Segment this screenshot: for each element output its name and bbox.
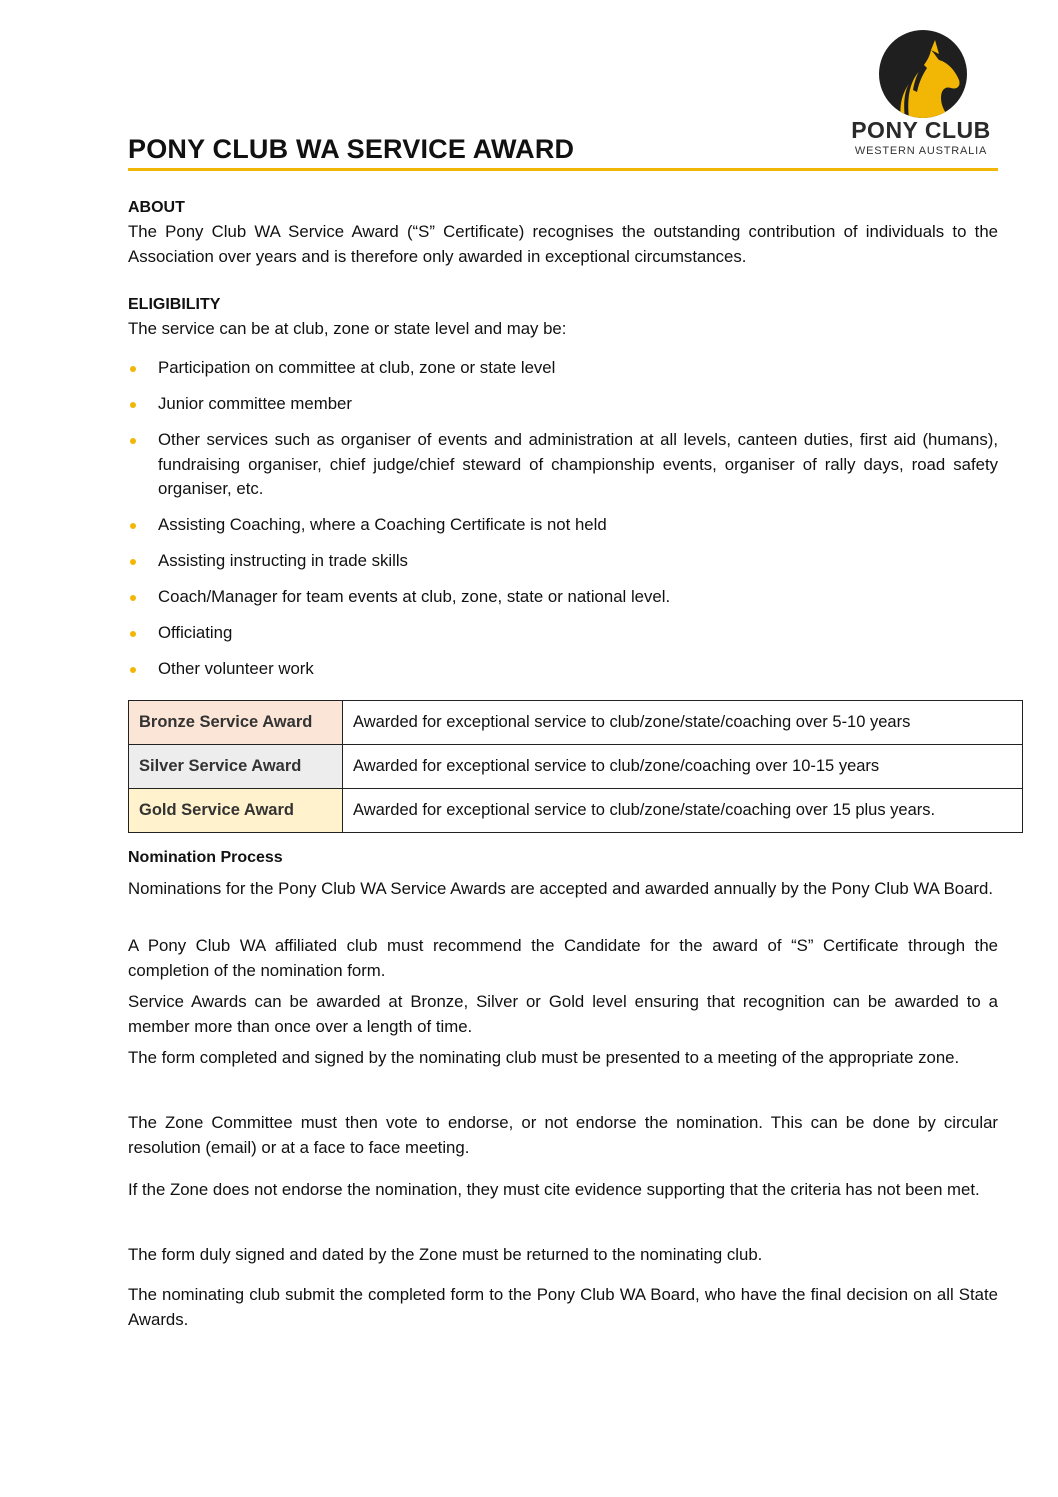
list-item-text: Assisting Coaching, where a Coaching Certificate is not held	[158, 515, 607, 534]
nomination-paragraph: The Zone Committee must then vote to endorse, or not endorse the nomination. This can be done by circular resolution (email) or at a face to face meeting.	[128, 1113, 998, 1157]
list-item	[128, 356, 998, 381]
bullet-icon	[130, 523, 136, 529]
logo-subtext: WESTERN AUSTRALIA	[854, 145, 988, 157]
list-item	[128, 513, 998, 538]
nomination-paragraph: Nominations for the Pony Club WA Service Awards are accepted and awarded annually by the Pony Club WA Board.	[128, 879, 994, 898]
list-item-text: Other volunteer work	[158, 659, 314, 678]
bullet-icon	[130, 595, 136, 601]
award-name: Silver Service Award	[129, 745, 343, 789]
nomination-paragraph: Service Awards can be awarded at Bronze, Silver or Gold level ensuring that recognition can be awarded to a member more than once over a length of time.	[128, 992, 998, 1036]
award-description: Awarded for exceptional service to club/zone/coaching over 10-15 years	[343, 745, 1023, 789]
list-item-text: Coach/Manager for team events at club, zone, state or national level.	[158, 587, 671, 606]
pony-club-logo	[846, 30, 996, 160]
nomination-heading: Nomination Process	[128, 849, 283, 866]
award-name: Bronze Service Award	[129, 701, 343, 745]
eligibility-intro: The service can be at club, zone or state level and may be:	[128, 319, 567, 338]
title-underline	[128, 168, 998, 171]
award-name: Gold Service Award	[129, 789, 343, 833]
list-item-text: Assisting instructing in trade skills	[158, 551, 408, 570]
horse-head-icon	[879, 30, 967, 118]
nomination-paragraph: The form completed and signed by the nominating club must be presented to a meeting of the appropriate zone.	[128, 1048, 960, 1067]
list-item	[128, 392, 998, 417]
nomination-paragraph: If the Zone does not endorse the nomination, they must cite evidence supporting that the criteria has not been met.	[128, 1180, 980, 1199]
list-item	[128, 585, 998, 610]
logo-text: PONY CLUB	[851, 117, 991, 143]
eligibility-heading: ELIGIBILITY	[128, 296, 221, 313]
eligibility-list	[128, 356, 998, 693]
award-description: Awarded for exceptional service to club/zone/state/coaching over 5-10 years	[343, 701, 1023, 745]
about-text: The Pony Club WA Service Award (“S” Certificate) recognises the outstanding contribution of individuals to the Association over years and is therefore only awarded in exceptional circumstances.	[128, 222, 998, 266]
table-row	[129, 745, 1023, 789]
table-row	[129, 789, 1023, 833]
bullet-icon	[130, 631, 136, 637]
page-title: PONY CLUB WA SERVICE AWARD	[128, 134, 575, 164]
list-item	[128, 428, 998, 502]
bullet-icon	[130, 559, 136, 565]
bullet-icon	[130, 402, 136, 408]
nomination-paragraph: The nominating club submit the completed form to the Pony Club WA Board, who have the final decision on all State Awards.	[128, 1285, 998, 1329]
list-item	[128, 657, 998, 682]
list-item-text: Officiating	[158, 623, 233, 642]
awards-table	[128, 700, 1023, 833]
bullet-icon	[130, 366, 136, 372]
list-item-text: Junior committee member	[158, 394, 352, 413]
award-description: Awarded for exceptional service to club/zone/state/coaching over 15 plus years.	[343, 789, 1023, 833]
list-item-text: Participation on committee at club, zone or state level	[158, 358, 556, 377]
bullet-icon	[130, 438, 136, 444]
nomination-paragraph: A Pony Club WA affiliated club must recommend the Candidate for the award of “S” Certificate through the completion of the nomination form.	[128, 936, 998, 980]
list-item	[128, 621, 998, 646]
table-row	[129, 701, 1023, 745]
list-item	[128, 549, 998, 574]
list-item-text: Other services such as organiser of events and administration at all levels, canteen duties, first aid (humans), fundraising organiser, chief judge/chief steward of championship events, organiser of rally days, road safety organiser, etc.	[158, 430, 998, 498]
bullet-icon	[130, 667, 136, 673]
about-heading: ABOUT	[128, 199, 185, 216]
nomination-paragraph: The form duly signed and dated by the Zone must be returned to the nominating club.	[128, 1245, 763, 1264]
